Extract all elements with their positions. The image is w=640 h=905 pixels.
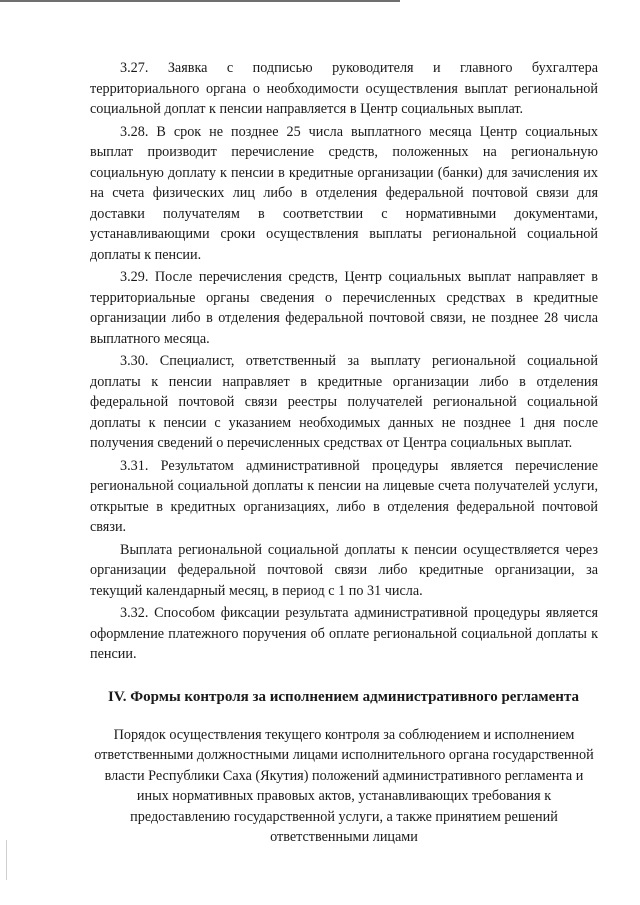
document-page — [90, 58, 598, 848]
paragraph-3-29: 3.29. После перечисления средств, Центр социальных выплат направляет в территориальные органы сведения о перечисленных средствах в кредитные организации либо в отделения федеральной почтовой связи, не позднее 28 числа выплатного месяца. — [90, 269, 598, 347]
paragraph-3-32: 3.32. Способом фиксации результата административной процедуры является оформление платежного поручения об оплате региональной социальной доплаты к пенсии. — [90, 605, 598, 662]
section-iv-subheading: Порядок осуществления текущего контроля за соблюдением и исполнением ответственными должностными лицами исполнительного органа государственной власти Республики Саха (Якутия) положений административного регламента и иных нормативных правовых актов, устанавливающих требования к предоставлению государственной услуги, а также принятием решений ответственными лицами — [94, 726, 594, 845]
top-border-line — [0, 0, 400, 2]
paragraph-3-27: 3.27. Заявка с подписью руководителя и главного бухгалтера территориального органа о необходимости осуществления выплат региональной социальной доплат к пенсии направляется в Центр социальных выплат. — [90, 60, 598, 117]
section-iv-heading: IV. Формы контроля за исполнением административного регламента — [108, 688, 579, 705]
paragraph-3-28: 3.28. В срок не позднее 25 числа выплатного месяца Центр социальных выплат производит перечисление средств, положенных на региональную социальную доплату к пенсии в кредитные организации (банки) для зачисления их на счета физических лиц либо в отделения федеральной почтовой связи для доставки получателям в соответствии с нормативными документами, устанавливающими сроки осуществления выплаты региональной социальной доплаты к пенсии. — [90, 123, 598, 263]
scan-margin-mark — [6, 840, 7, 880]
paragraph-3-31: 3.31. Результатом административной процедуры является перечисление региональной социальной доплаты к пенсии на лицевые счета получателей услуги, открытые в кредитных организациях, либо в отделения федеральной почтовой связи. — [90, 457, 598, 535]
paragraph-3-30: 3.30. Специалист, ответственный за выплату региональной социальной доплаты к пенсии направляет в кредитные организации либо в отделения федеральной почтовой связи реестры получателей региональной социальной доплаты к пенсии с указанием необходимых данных не позднее 1 дня после получения сведений о перечисленных средствах от Центра социальных выплат. — [90, 353, 598, 451]
paragraph-payment-period: Выплата региональной социальной доплаты к пенсии осуществляется через организации федеральной почтовой связи либо кредитные организации, за текущий календарный месяц, в период с 1 по 31 числа. — [90, 541, 598, 599]
